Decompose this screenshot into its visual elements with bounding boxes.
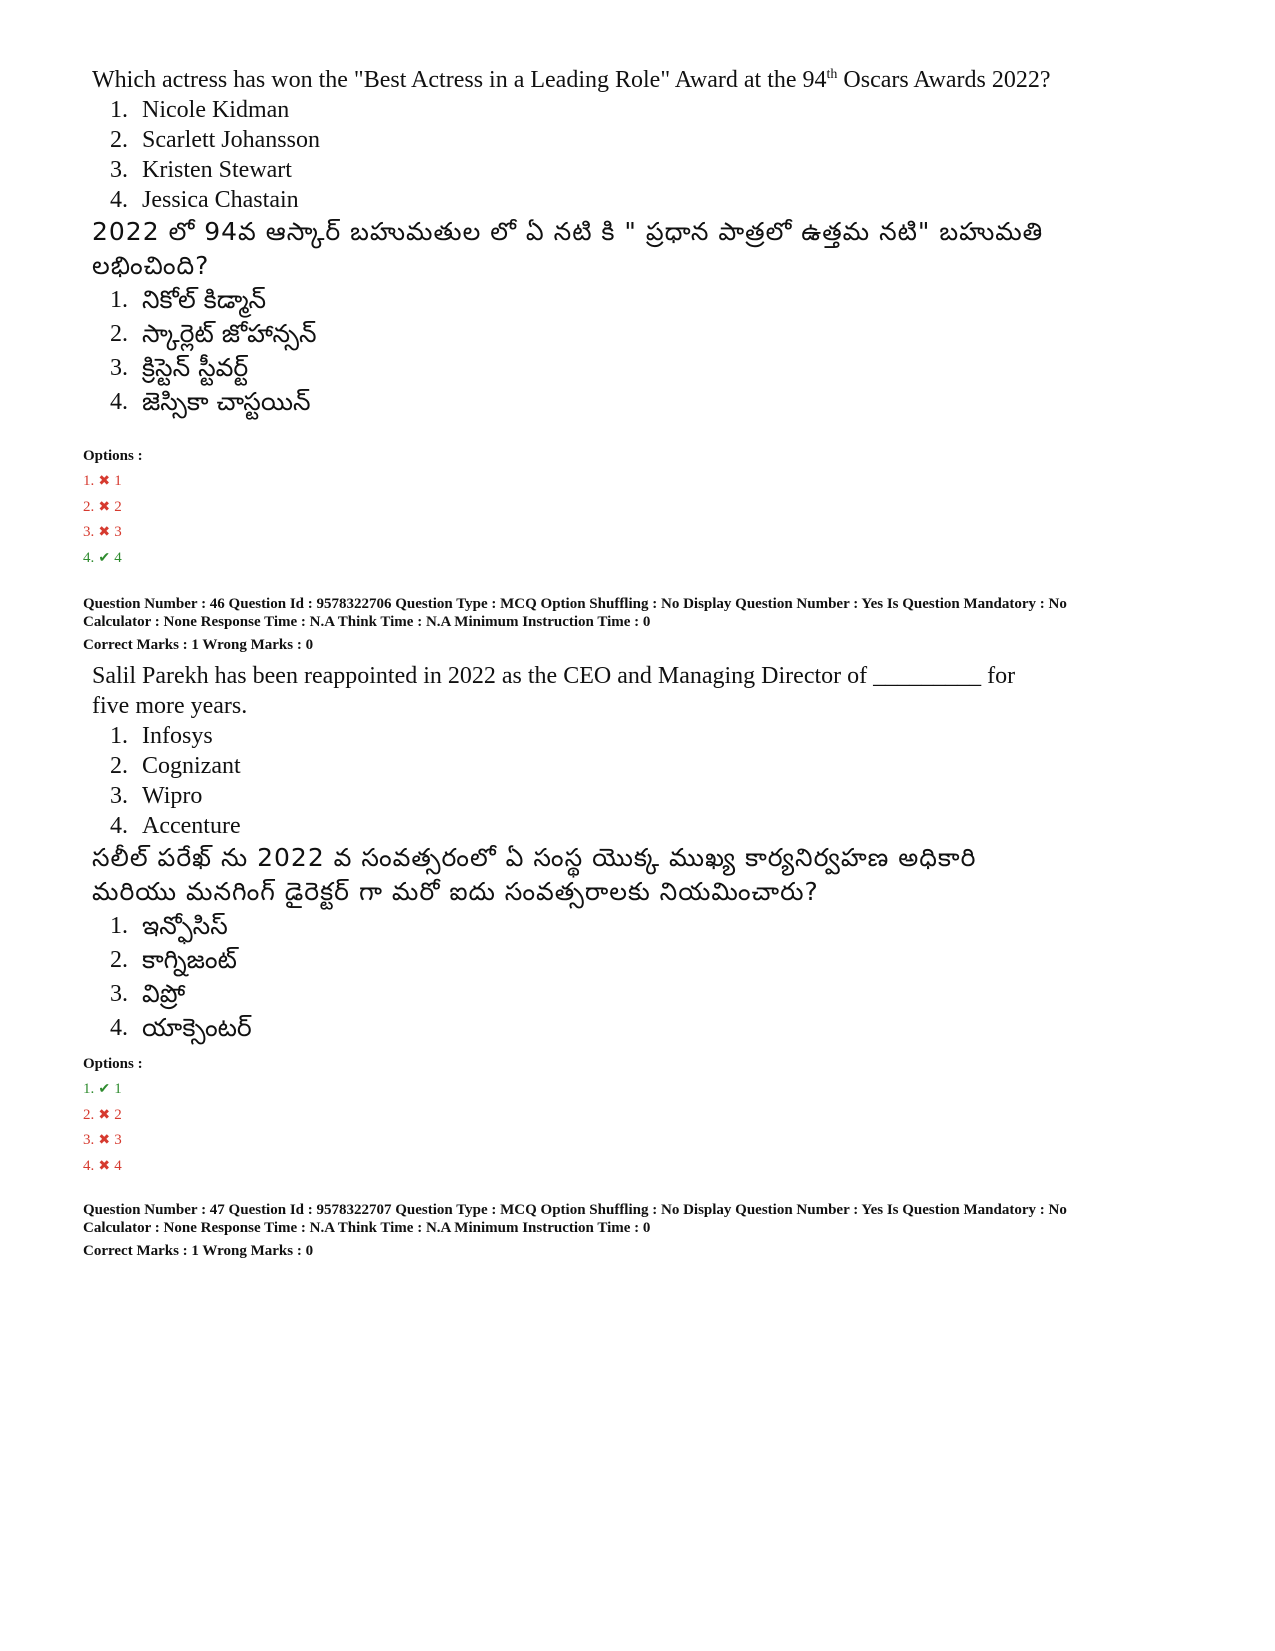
list-item: 1. Nicole Kidman (110, 97, 290, 123)
list-item: 4. Jessica Chastain (110, 187, 299, 213)
q45-question-block (92, 60, 1082, 419)
list-item: 2. స్కార్లెట్ జోహాన్సన్ (110, 319, 317, 348)
list-item: 3. విప్రో (110, 979, 186, 1008)
list-item: 4. యాక్సెంటర్ (110, 1013, 252, 1042)
q45-telugu-options (92, 283, 1082, 419)
q46-question-block (92, 661, 1082, 1045)
answer-option: 4. ✖ 4 (83, 1154, 143, 1180)
list-item: 1. Infosys (110, 723, 213, 749)
cross-icon: ✖ (98, 1133, 111, 1148)
check-icon: ✔ (98, 1082, 111, 1097)
list-item: 2. Scarlett Johansson (110, 127, 320, 153)
cross-icon: ✖ (98, 474, 111, 489)
list-item: 1. నికోల్ కిడ్మాన్ (110, 285, 267, 314)
q46-telugu-options (92, 909, 1082, 1045)
answer-option: 2. ✖ 2 (83, 495, 143, 521)
q46-telugu-text: సలీల్ పరేఖ్ ను 2022 వ సంవత్సరంలో ఏ సంస్థ యొక్క ముఖ్య కార్యనిర్వహణ అధికారి మరియు మనగింగ్ డైరెక్టర్ గా మరో ఐదు సంవత్సరాలకు నియమించారు? (92, 843, 977, 906)
options-label: Options : (83, 448, 143, 464)
question-marks: Correct Marks : 1 Wrong Marks : 0 (83, 1243, 314, 1259)
list-item: 4. జెస్సికా చాస్టయిన్ (110, 387, 311, 416)
list-item: 1. ఇన్ఫోసిస్ (110, 911, 228, 940)
q46-meta (83, 595, 1203, 654)
q46-options-block (83, 1056, 143, 1179)
question-meta-line: Question Number : 47 Question Id : 9578322707 Question Type : MCQ Option Shuffling : No Display Question Number : Yes Is Question Mandatory : No (83, 1202, 1067, 1218)
q45-telugu-text: 2022 లో 94వ ఆస్కార్ బహుమతుల లో ఏ నటి కి " ప్రధాన పాత్రలో ఉత్తమ నటి" బహుమతి లభించింది? (92, 217, 1044, 280)
cross-icon: ✖ (98, 499, 111, 515)
answer-options (83, 469, 143, 571)
q45-english-text: Which actress has won the "Best Actress in a Leading Role" Award at the 94th Oscars Awards 2022? (92, 67, 1051, 93)
q46-english-text: Salil Parekh has been reappointed in 2022 as the CEO and Managing Director of _________ for five more years. (92, 663, 1016, 719)
question-meta-line: Calculator : None Response Time : N.A Think Time : N.A Minimum Instruction Time : 0 (83, 1220, 651, 1236)
list-item: 2. కాగ్నిజంట్ (110, 945, 237, 974)
list-item: 3. Kristen Stewart (110, 157, 292, 183)
answer-option-correct: 4. ✔ 4 (83, 546, 143, 572)
question-meta-line: Calculator : None Response Time : N.A Think Time : N.A Minimum Instruction Time : 0 (83, 614, 651, 630)
list-item: 3. Wipro (110, 783, 203, 809)
q46-english-options (92, 721, 1082, 841)
list-item: 2. Cognizant (110, 753, 241, 779)
question-meta-line: Question Number : 46 Question Id : 9578322706 Question Type : MCQ Option Shuffling : No Display Question Number : Yes Is Question Mandatory : No (83, 596, 1067, 612)
answer-option: 2. ✖ 2 (83, 1103, 143, 1129)
answer-option: 3. ✖ 3 (83, 1128, 143, 1154)
cross-icon: ✖ (98, 1158, 111, 1174)
list-item: 3. క్రిస్టెన్ స్టీవర్ట్ (110, 353, 249, 382)
q45-english-options (92, 95, 1082, 215)
q47-meta (83, 1201, 1203, 1260)
answer-options (83, 1077, 143, 1179)
answer-option-correct: 1. ✔ 1 (83, 1077, 143, 1103)
answer-option: 3. ✖ 3 (83, 520, 143, 546)
q45-options-block (83, 448, 143, 571)
options-label: Options : (83, 1056, 143, 1072)
cross-icon: ✖ (98, 1107, 111, 1123)
cross-icon: ✖ (98, 525, 111, 540)
question-marks: Correct Marks : 1 Wrong Marks : 0 (83, 637, 314, 653)
list-item: 4. Accenture (110, 813, 241, 839)
check-icon: ✔ (98, 550, 111, 566)
answer-option: 1. ✖ 1 (83, 469, 143, 495)
